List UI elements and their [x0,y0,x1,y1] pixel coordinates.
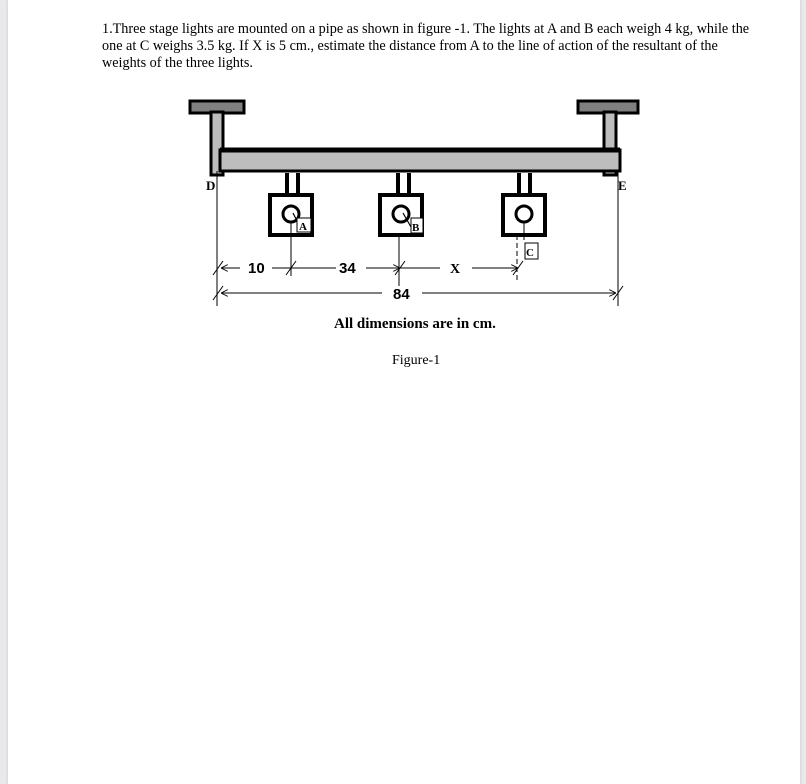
label-e: E [618,178,627,193]
label-b: B [412,222,420,234]
dimensions-note: All dimensions are in cm. [334,316,496,332]
label-c: C [526,247,534,259]
stage-lights-figure [8,0,800,784]
label-a: A [299,221,307,233]
document-page [8,0,800,784]
dim-x: X [450,262,461,277]
dim-10: 10 [248,260,265,277]
light-c [503,173,545,259]
problem-statement: 1.Three stage lights are mounted on a pipe as shown in figure -1. The lights at A and B each weigh 4 kg, while the one at C weighs 3.5 kg. If X is 5 cm., estimate the distance from A to the line of action of the resultant of the weights of the three lights. [102,21,750,71]
dim-84: 84 [393,286,410,303]
extension-lines [213,171,623,306]
pipe [220,150,620,171]
dim-34: 34 [339,260,356,277]
label-d: D [206,178,216,193]
figure-caption: Figure-1 [392,353,441,368]
